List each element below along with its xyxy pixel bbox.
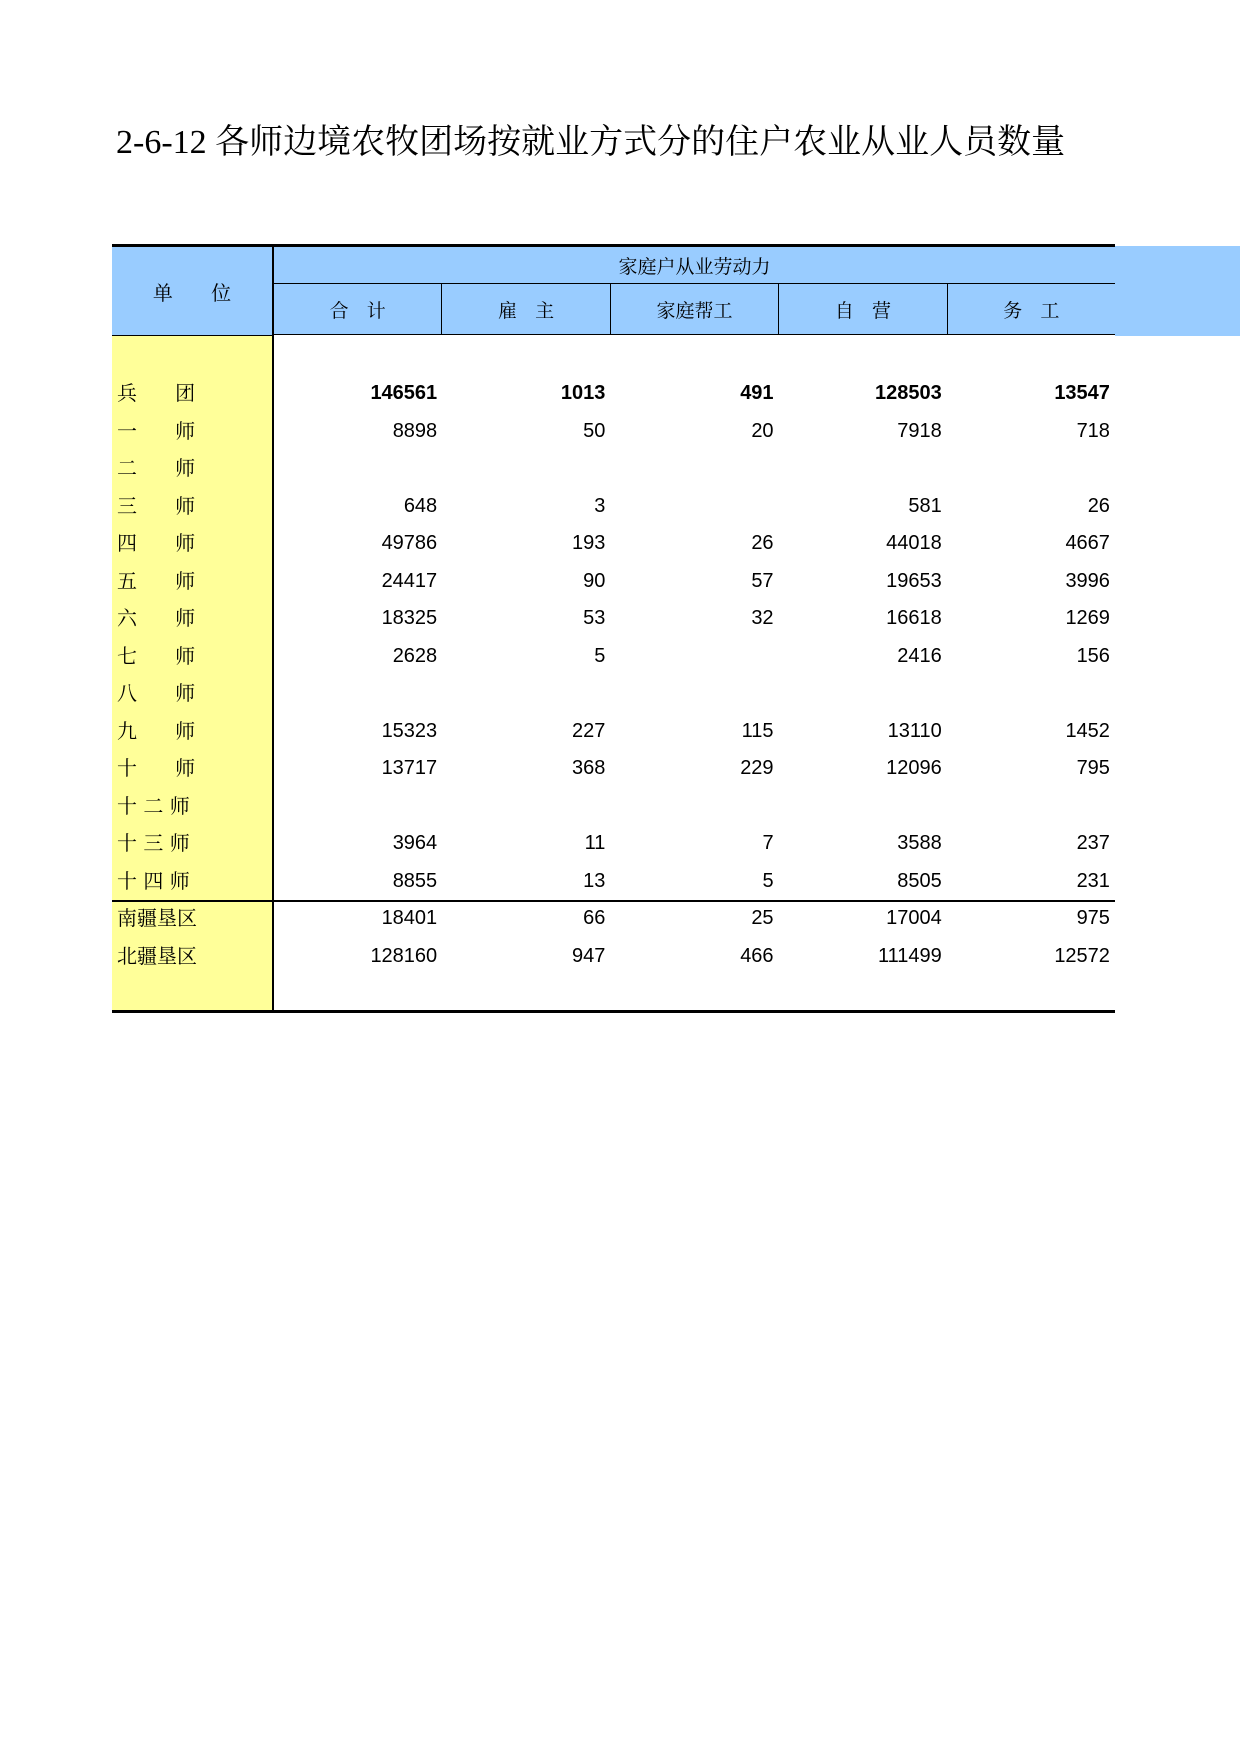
row-label: 兵 团	[117, 381, 196, 405]
row-label: 五 师	[117, 568, 196, 593]
cell-self-employed: 3588	[897, 832, 942, 854]
row-label: 十 三 师	[117, 831, 190, 855]
table-row	[112, 488, 1115, 526]
cell-self-employed: 2416	[897, 644, 942, 667]
column-header-total: 合 计	[274, 284, 442, 335]
cell-family-helper: 5	[762, 869, 774, 892]
cell-employer: 227	[572, 719, 606, 742]
column-headers	[274, 284, 1115, 335]
cell-total: 49786	[381, 532, 438, 554]
cell-self-employed	[779, 788, 947, 826]
row-label: 六 师	[117, 606, 196, 630]
table-row	[112, 750, 1115, 788]
cell-employer: 5	[594, 644, 606, 667]
cell-wage-worker: 4667	[1065, 532, 1110, 554]
unit-header-label: 单 位	[152, 280, 232, 305]
unit-header	[112, 247, 272, 336]
cell-self-employed: 581	[908, 494, 942, 517]
cell-total: 8855	[392, 869, 438, 892]
cell-total: 128160	[370, 944, 438, 967]
cell-employer: 368	[572, 757, 606, 779]
cell-wage-worker: 1452	[1065, 719, 1110, 742]
cell-self-employed	[779, 450, 947, 488]
cell-family-helper: 26	[751, 532, 774, 554]
cell-self-employed: 17004	[886, 907, 942, 929]
table-row	[112, 788, 1115, 826]
cell-wage-worker: 718	[1076, 419, 1110, 442]
table-body	[112, 375, 1115, 975]
cell-total: 3964	[392, 832, 438, 854]
cell-employer: 11	[584, 832, 606, 854]
cell-employer: 1013	[560, 382, 606, 404]
cell-wage-worker: 156	[1076, 644, 1110, 667]
cell-self-employed	[779, 675, 947, 713]
row-label: 七 师	[117, 643, 196, 668]
row-label: 四 师	[117, 531, 196, 555]
cell-wage-worker	[947, 450, 1115, 488]
table-row	[112, 900, 1115, 938]
cell-family-helper: 20	[751, 419, 774, 442]
row-label: 十 二 师	[117, 793, 190, 818]
column-header-employer: 雇 主	[442, 284, 610, 335]
table-row	[112, 450, 1115, 488]
cell-wage-worker: 795	[1076, 757, 1110, 779]
cell-family-helper: 7	[762, 832, 774, 854]
table-row	[112, 825, 1115, 863]
cell-wage-worker: 237	[1076, 832, 1110, 854]
cell-family-helper	[610, 450, 778, 488]
cell-self-employed: 7918	[897, 419, 942, 442]
cell-wage-worker	[947, 675, 1115, 713]
cell-self-employed: 19653	[886, 569, 942, 592]
page-title: 2-6-12 各师边境农牧团场按就业方式分的住户农业从业人员数量	[116, 124, 1066, 161]
cell-wage-worker: 975	[1076, 907, 1110, 929]
cell-family-helper	[610, 488, 778, 526]
cell-total: 146561	[370, 382, 438, 404]
row-label: 一 师	[117, 418, 196, 443]
column-header-wage-worker: 务 工	[948, 284, 1115, 335]
table-row	[112, 563, 1115, 601]
cell-wage-worker: 3996	[1065, 569, 1110, 592]
cell-wage-worker: 13547	[1054, 382, 1110, 404]
row-label: 十 四 师	[117, 868, 190, 893]
table-row	[112, 675, 1115, 713]
cell-total	[274, 675, 442, 713]
row-label: 三 师	[117, 493, 196, 518]
table-row	[112, 600, 1115, 638]
cell-family-helper: 229	[740, 757, 774, 779]
cell-family-helper: 466	[740, 944, 774, 967]
cell-employer: 13	[583, 869, 606, 892]
cell-total: 15323	[381, 719, 438, 742]
cell-total: 648	[403, 494, 438, 517]
table-row	[112, 413, 1115, 451]
table-row	[112, 638, 1115, 676]
cell-self-employed: 16618	[886, 607, 942, 629]
cell-employer	[442, 450, 610, 488]
cell-self-employed: 13110	[887, 719, 942, 742]
cell-family-helper: 115	[741, 719, 774, 742]
cell-total: 18325	[381, 607, 438, 629]
cell-self-employed: 12096	[886, 757, 942, 779]
bottom-rule	[112, 1010, 1115, 1013]
row-label: 九 师	[117, 718, 196, 743]
cell-self-employed: 111499	[877, 944, 942, 967]
table-row	[112, 938, 1115, 976]
cell-total: 8898	[392, 419, 438, 442]
cell-self-employed: 8505	[897, 869, 942, 892]
cell-family-helper: 25	[751, 907, 774, 929]
row-label: 十 师	[117, 756, 196, 780]
cell-employer: 193	[572, 532, 606, 554]
cell-self-employed: 128503	[875, 382, 942, 404]
cell-family-helper: 32	[751, 607, 774, 629]
cell-total: 18401	[381, 907, 438, 929]
cell-employer: 50	[583, 419, 606, 442]
table-row	[112, 713, 1115, 751]
cell-employer: 90	[583, 569, 606, 592]
cell-wage-worker: 12572	[1054, 944, 1110, 967]
cell-employer: 53	[583, 607, 606, 629]
cell-family-helper	[610, 675, 778, 713]
cell-wage-worker: 1269	[1065, 607, 1110, 629]
cell-family-helper	[610, 788, 778, 826]
table-row	[112, 375, 1115, 413]
cell-employer	[442, 675, 610, 713]
cell-family-helper: 57	[751, 569, 774, 592]
cell-employer	[442, 788, 610, 826]
group-header: 家庭户从业劳动力	[274, 247, 1115, 284]
table-row	[112, 525, 1115, 563]
cell-total	[274, 450, 442, 488]
header-fill-extension	[1115, 246, 1240, 336]
cell-wage-worker: 231	[1076, 869, 1110, 892]
column-header-family-helper: 家庭帮工	[611, 284, 779, 335]
row-label: 北疆垦区	[117, 943, 197, 968]
cell-wage-worker: 26	[1087, 494, 1110, 517]
row-label: 二 师	[117, 456, 196, 480]
cell-employer: 3	[594, 494, 606, 517]
cell-self-employed: 44018	[886, 532, 942, 554]
cell-employer: 947	[572, 944, 606, 967]
cell-total: 2628	[392, 644, 438, 667]
table-row	[112, 863, 1115, 901]
cell-wage-worker	[947, 788, 1115, 826]
cell-employer: 66	[583, 907, 606, 929]
row-label: 八 师	[117, 681, 196, 705]
cell-total	[274, 788, 442, 826]
cell-total: 24417	[381, 569, 438, 592]
cell-family-helper: 491	[740, 382, 774, 404]
row-label: 南疆垦区	[117, 906, 197, 930]
column-header-self-employed: 自 营	[779, 284, 947, 335]
cell-family-helper	[610, 638, 778, 676]
cell-total: 13717	[381, 757, 438, 779]
